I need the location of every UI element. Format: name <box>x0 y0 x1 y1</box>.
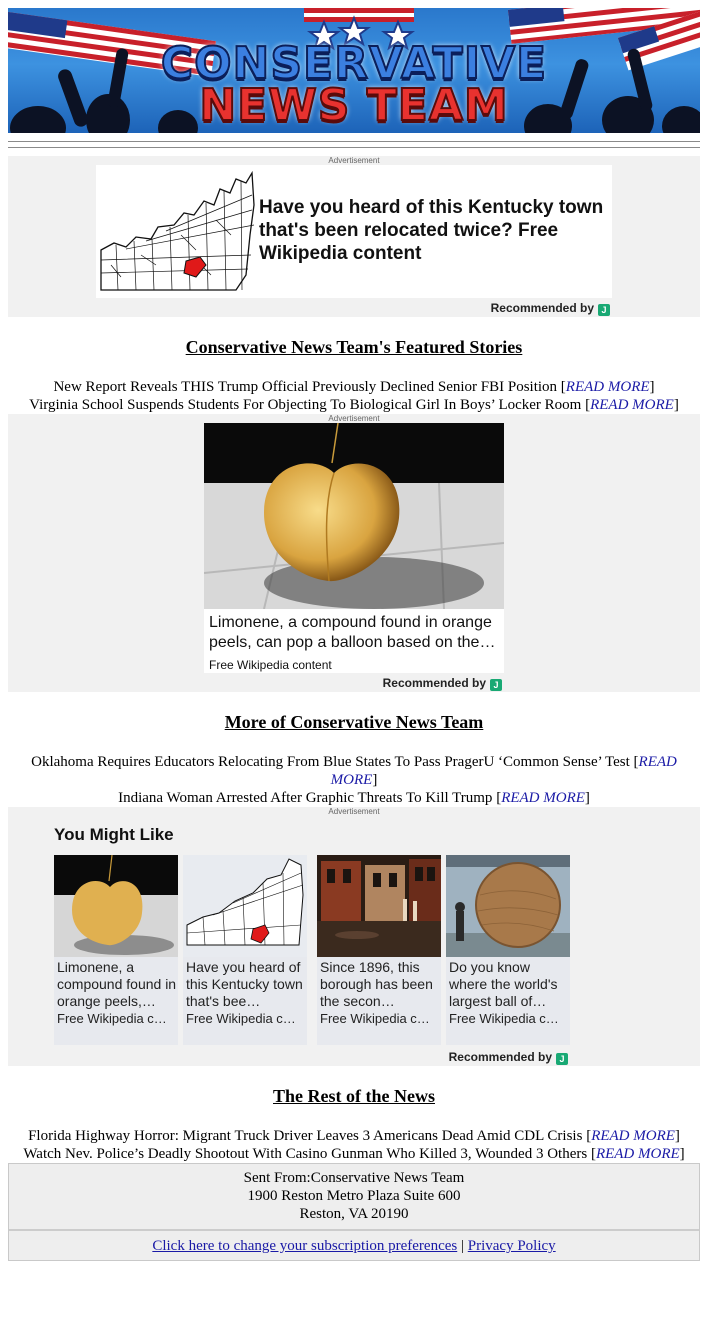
read-more-link[interactable]: READ MORE <box>591 1128 675 1144</box>
advertisement-block-2 <box>8 414 700 692</box>
ad-label: Advertisement <box>328 414 380 423</box>
story-headline: Florida Highway Horror: Migrant Truck Driver Leaves 3 Americans Dead Amid CDL Crisis <box>28 1128 583 1144</box>
twine-ball-thumbnail <box>446 855 570 957</box>
section-title-more: More of Conservative News Team <box>224 712 484 732</box>
tile-source: Free Wikipedia c… <box>449 1011 559 1026</box>
read-more-link[interactable]: READ MORE <box>501 790 585 806</box>
story-headline: Oklahoma Requires Educators Relocating From Blue States To Pass PragerU ‘Common Sense’ Test <box>31 754 630 770</box>
banner-title-line2: NEWS TEAM <box>199 80 509 131</box>
recommendation-tile[interactable] <box>183 855 307 1045</box>
advertisement-block-1 <box>8 156 700 317</box>
recommended-by[interactable]: Recommended by J <box>491 301 610 316</box>
link-separator: | <box>460 1238 464 1254</box>
advertisement-block-3 <box>8 807 700 1066</box>
tile-title: Limonene, a compound found in orange peels,… <box>57 959 177 1009</box>
email-body <box>8 8 700 1261</box>
recommendation-tile[interactable] <box>54 855 178 1045</box>
section-title-rest: The Rest of the News <box>273 1086 435 1106</box>
kentucky-map-image <box>96 165 256 298</box>
j-logo-icon: J <box>490 679 502 691</box>
recommended-by[interactable]: Recommended by J <box>449 1050 568 1065</box>
balloon-thumbnail <box>54 855 178 957</box>
story-headline: Virginia School Suspends Students For Objecting To Biological Girl In Boys’ Locker Room <box>29 397 582 413</box>
story-item: Oklahoma Requires Educators Relocating From Blue States To Pass PragerU ‘Common Sense’ Test [READ MORE] <box>31 754 677 788</box>
ad-label: Advertisement <box>328 807 380 816</box>
story-item: Virginia School Suspends Students For Objecting To Biological Girl In Boys’ Locker Room [READ MORE] <box>29 397 679 413</box>
recommendation-tile[interactable] <box>317 855 441 1045</box>
banner-title-line1: CONSERVATIVE <box>160 38 548 89</box>
section-title-featured: Conservative News Team's Featured Stories <box>185 337 523 357</box>
recommendation-tile[interactable] <box>446 855 570 1045</box>
story-headline: Watch Nev. Police’s Deadly Shootout With Casino Gunman Who Killed 3, Wounded 3 Others <box>23 1146 588 1162</box>
kentucky-map-thumbnail <box>183 855 307 957</box>
read-more-link[interactable]: READ MORE <box>595 1146 680 1162</box>
ad-card-kentucky[interactable] <box>96 165 612 298</box>
story-item: Watch Nev. Police’s Deadly Shootout With Casino Gunman Who Killed 3, Wounded 3 Others [READ MORE] <box>23 1146 685 1162</box>
j-logo-icon: J <box>598 304 610 316</box>
tile-title: Have you heard of this Kentucky town that's bee… <box>186 959 303 1009</box>
sender-address <box>9 1164 699 1229</box>
address-line2: Reston, VA 20190 <box>299 1206 409 1222</box>
recommended-by[interactable]: Recommended by J <box>383 676 502 691</box>
footer-links <box>9 1229 699 1260</box>
tile-source: Free Wikipedia c… <box>57 1011 167 1026</box>
story-headline: New Report Reveals THIS Trump Official Previously Declined Senior FBI Position <box>53 379 558 395</box>
borough-street-thumbnail <box>317 855 441 957</box>
balloon-image <box>204 423 504 609</box>
you-might-like-title: You Might Like <box>54 825 174 844</box>
read-more-link[interactable]: READ MORE <box>330 754 677 788</box>
story-item: New Report Reveals THIS Trump Official Previously Declined Senior FBI Position [READ MORE] <box>53 379 655 395</box>
ad-label: Advertisement <box>328 156 380 165</box>
story-item: Indiana Woman Arrested After Graphic Threats To Kill Trump [READ MORE] <box>118 790 590 806</box>
ad-card-limonene[interactable] <box>204 423 504 673</box>
tile-title: Since 1896, this borough has been the secon… <box>320 959 433 1009</box>
privacy-policy-link[interactable]: Privacy Policy <box>467 1238 556 1254</box>
tile-source: Free Wikipedia c… <box>320 1011 430 1026</box>
read-more-link[interactable]: READ MORE <box>590 397 674 413</box>
footer <box>8 1163 700 1261</box>
sent-from: Sent From:Conservative News Team <box>243 1170 465 1186</box>
subscription-preferences-link[interactable]: Click here to change your subscription preferences <box>152 1238 458 1254</box>
read-more-link[interactable]: READ MORE <box>565 379 650 395</box>
story-item: Florida Highway Horror: Migrant Truck Driver Leaves 3 Americans Dead Amid CDL Crisis [READ MORE] <box>28 1128 680 1144</box>
ad-source: Free Wikipedia content <box>209 658 332 672</box>
address-line1: 1900 Reston Metro Plaza Suite 600 <box>247 1188 461 1204</box>
tile-source: Free Wikipedia c… <box>186 1011 296 1026</box>
tile-title: Do you know where the world's largest ball of… <box>449 959 558 1009</box>
ad-headline[interactable]: Have you heard of this Kentucky town that's been relocated twice? Free Wikipedia content <box>259 197 604 264</box>
header-banner[interactable] <box>8 8 700 133</box>
j-logo-icon: J <box>556 1053 568 1065</box>
ad-headline[interactable]: Limonene, a compound found in orange peels, can pop a balloon based on the… <box>209 614 496 651</box>
story-headline: Indiana Woman Arrested After Graphic Threats To Kill Trump <box>118 790 493 806</box>
